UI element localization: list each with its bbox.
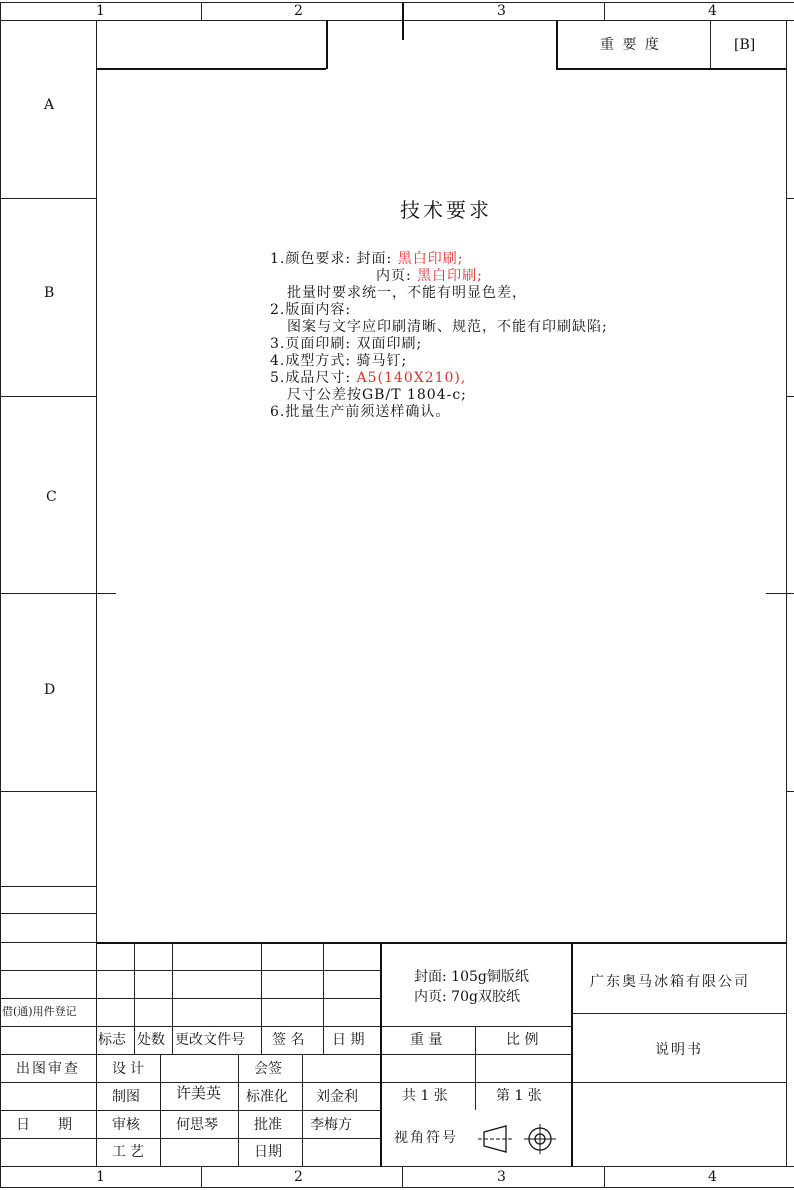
zone-tick [201, 2, 202, 20]
zone-col-1-bottom: 1 [96, 1169, 105, 1185]
company-name: 广东奥马冰箱有限公司 [590, 974, 750, 990]
tech-line-1-value: 黑白印刷; [397, 251, 464, 267]
tech-line-6: 3.页面印刷: 双面印刷; [270, 336, 423, 352]
rev-sign-header: 签 名 [272, 1032, 305, 1048]
title-row-line [571, 1013, 787, 1014]
draw-label: 制图 [112, 1089, 140, 1105]
signoff-col-line [302, 1054, 303, 1167]
zone-col-4-bottom: 4 [708, 1169, 717, 1185]
zone-row-divider-center [0, 593, 116, 594]
side-row-line [0, 1026, 96, 1027]
standard-label: 标准化 [246, 1089, 288, 1105]
zone-row-b: B [44, 285, 55, 301]
bottom-zone-border [0, 1166, 794, 1167]
tech-line-8-label: 5.成品尺寸: [270, 370, 357, 386]
rev-row-line [96, 1026, 571, 1027]
zone-tick-center [402, 2, 404, 40]
side-row-line [0, 1138, 96, 1139]
signoff-date-label: 日期 [254, 1144, 282, 1160]
company-col-line [571, 942, 573, 1167]
title-block-top [96, 942, 787, 944]
view-symbol-label: 视角符号 [394, 1130, 458, 1146]
borrow-label: 借(通)用件登记 [2, 1005, 77, 1018]
header-box-bottom-left [96, 68, 326, 70]
side-row-line [0, 998, 96, 999]
zone-col-4-top: 4 [708, 3, 717, 19]
header-box-right-edge [326, 20, 328, 69]
process-label: 工艺 [112, 1144, 148, 1160]
approve-name: 李梅方 [310, 1117, 352, 1133]
total-sheets: 共 1 张 [402, 1088, 448, 1104]
zone-row-d: D [44, 682, 56, 698]
tech-title: 技术要求 [400, 198, 492, 222]
zone-row-divider-center-right [766, 593, 794, 594]
zone-tick [604, 1166, 605, 1187]
side-row-line [0, 1082, 96, 1083]
material-cover: 封面: 105g铜版纸 [414, 969, 529, 985]
zone-row-divider [0, 791, 96, 792]
zone-row-c: C [46, 489, 57, 505]
zone-tick-right [786, 396, 794, 397]
rev-row-line [96, 998, 380, 999]
review-label: 出图审查 [16, 1061, 80, 1077]
countersign-label: 会签 [254, 1061, 282, 1077]
sheet-number: 第 1 张 [496, 1088, 542, 1104]
rev-row-line [96, 1054, 571, 1055]
design-label: 设计 [112, 1061, 148, 1077]
check-label: 审核 [112, 1117, 140, 1133]
tech-line-9: 尺寸公差按GB/T 1804-c; [287, 387, 467, 403]
zone-tick-right [786, 198, 794, 199]
rev-col-line [172, 942, 173, 1054]
rev-count-header: 处数 [137, 1032, 165, 1048]
side-row-line [0, 970, 96, 971]
tech-line-2-label: 内页: [376, 268, 418, 284]
rev-col-line [261, 942, 262, 1054]
zone-row-a: A [44, 97, 55, 113]
zone-tick [402, 1166, 403, 1187]
tech-line-4: 2.版面内容: [270, 302, 352, 318]
metrics-col-line [475, 1026, 476, 1110]
zone-tick [604, 2, 605, 20]
left-border [0, 2, 1, 1188]
rev-row-line [96, 1082, 787, 1083]
side-row-line [0, 913, 96, 914]
check-name: 何思琴 [176, 1117, 218, 1133]
side-row-line [0, 1110, 96, 1111]
top-border [0, 2, 794, 3]
top-zone-border [0, 20, 794, 21]
side-row-line [0, 886, 96, 887]
bottom-border [0, 1187, 794, 1188]
side-row-line [0, 942, 96, 943]
zone-col-2-top: 2 [294, 3, 303, 19]
zone-col-3-bottom: 3 [497, 1169, 506, 1185]
tech-line-1-label: 1.颜色要求: 封面: [270, 251, 398, 267]
weight-label: 重 量 [410, 1032, 443, 1048]
signoff-col-line [160, 1054, 161, 1167]
rev-mark-header: 标志 [98, 1032, 126, 1048]
importance-box-divider [710, 20, 711, 69]
zone-tick-right [786, 791, 794, 792]
draw-name: 许美英 [176, 1084, 222, 1102]
zone-tick [201, 1166, 202, 1187]
zone-col-1-top: 1 [96, 3, 105, 19]
importance-box-left [556, 20, 558, 69]
header-box-bottom-right [556, 68, 787, 70]
tech-line-8-value: A5(140X210), [356, 370, 467, 386]
signoff-col-line [238, 1054, 239, 1167]
side-row-line [0, 1054, 96, 1055]
rev-col-line [134, 942, 135, 1054]
projection-symbol-icon [478, 1122, 558, 1156]
zone-col-2-bottom: 2 [294, 1169, 303, 1185]
zone-row-divider [0, 396, 96, 397]
tech-line-3: 批量时要求统一，不能有明显色差， [287, 285, 527, 301]
zone-row-divider [0, 198, 96, 199]
rev-docno-header: 更改文件号 [175, 1032, 245, 1048]
material-inner: 内页: 70g双胶纸 [414, 989, 520, 1005]
scale-label: 比 例 [506, 1032, 539, 1048]
rev-date-header: 日 期 [332, 1032, 365, 1048]
rev-row-line [96, 970, 380, 971]
tech-line-10: 6.批量生产前须送样确认。 [270, 404, 451, 420]
standard-name: 刘金利 [316, 1089, 358, 1105]
tech-line-5: 图案与文字应印刷清晰、规范，不能有印刷缺陷; [287, 319, 608, 335]
document-title: 说明书 [655, 1042, 703, 1058]
tech-line-7: 4.成型方式: 骑马钉; [270, 353, 408, 369]
date-label-left: 日 期 [16, 1117, 72, 1133]
importance-value: [B] [734, 37, 756, 53]
rev-col-line [323, 942, 324, 1054]
tech-line-2-value: 黑白印刷; [417, 268, 483, 284]
zone-col-3-top: 3 [497, 3, 506, 19]
approve-label: 批准 [254, 1117, 282, 1133]
importance-label: 重 要 度 [600, 37, 661, 53]
title-block-divider [380, 942, 382, 1167]
